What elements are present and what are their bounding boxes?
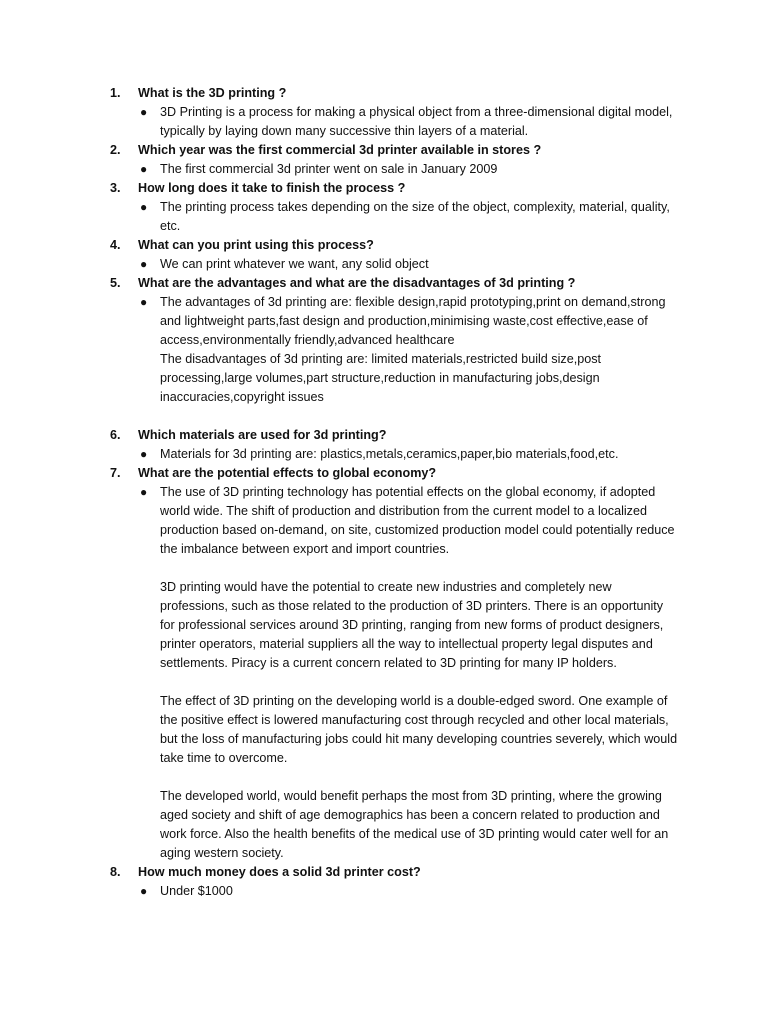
question-number: 4. (110, 238, 121, 252)
question-row (110, 863, 680, 882)
bullet-icon: ● (140, 200, 148, 214)
answer-paragraph: The developed world, would benefit perhaps the most from 3D printing, where the growing aged society and shift of age demographics has been a concern related to production and work force. Also the health benefits of the medical use of 3D printing would cater well for an aging western society. (160, 789, 669, 860)
qa-item-3 (110, 179, 680, 236)
qa-item-6 (110, 426, 680, 464)
question-row (110, 426, 680, 445)
answer-paragraph-disadvantages: The disadvantages of 3d printing are: limited materials,restricted build size,post processing,large volumes,part structure,reduction in manufacturing jobs,design inaccuracies,copyright issues (160, 352, 602, 404)
question-row (110, 274, 680, 293)
qa-item-5 (110, 274, 680, 426)
answer-paragraph: We can print whatever we want, any solid object (160, 257, 429, 271)
question-text: Which year was the first commercial 3d printer available in stores ? (138, 143, 542, 157)
answer-row (110, 882, 680, 901)
qa-item-8 (110, 863, 680, 901)
question-row (110, 464, 680, 483)
question-number: 3. (110, 181, 121, 195)
answer-paragraph: The effect of 3D printing on the developing world is a double-edged sword. One example of the positive effect is lowered manufacturing cost through recycled and other local materials, but the loss of manufacturing jobs could hit many developing countries severely, which would take time to overcome. (160, 694, 678, 765)
answer-paragraph: Under $1000 (160, 884, 233, 898)
qa-list (110, 84, 680, 901)
answer-row (110, 160, 680, 179)
qa-item-7 (110, 464, 680, 863)
question-number: 6. (110, 428, 121, 442)
question-text: How much money does a solid 3d printer cost? (138, 865, 421, 879)
question-text: What are the potential effects to global economy? (138, 466, 437, 480)
question-text: What can you print using this process? (138, 238, 374, 252)
answer-paragraph: The printing process takes depending on the size of the object, complexity, material, quality, etc. (160, 200, 670, 233)
bullet-icon: ● (140, 447, 148, 461)
answer-paragraph: 3D Printing is a process for making a physical object from a three-dimensional digital model, typically by laying down many successive thin layers of a material. (160, 105, 673, 138)
answer-paragraph-advantages: The advantages of 3d printing are: flexible design,rapid prototyping,print on demand,strong and lightweight parts,fast design and production,minimising waste,cost effective,ease of access,environmentally friendly,advanced healthcare (160, 295, 666, 347)
question-number: 8. (110, 865, 121, 879)
answer-row (110, 255, 680, 274)
answer-row (110, 103, 680, 141)
question-row (110, 84, 680, 103)
question-row (110, 179, 680, 198)
question-row (110, 236, 680, 255)
answer-row (110, 293, 680, 407)
answer-row (110, 483, 680, 863)
question-text: What is the 3D printing ? (138, 86, 287, 100)
bullet-icon: ● (140, 257, 148, 271)
answer-row (110, 198, 680, 236)
answer-paragraph: The use of 3D printing technology has potential effects on the global economy, if adopted world wide. The shift of production and distribution from the current model to a localized production based on-demand, on site, customized production model could potentially reduce the imbalance between export and import countries. (160, 485, 675, 556)
question-number: 2. (110, 143, 121, 157)
answer-row (110, 445, 680, 464)
qa-item-2 (110, 141, 680, 179)
question-text: Which materials are used for 3d printing? (138, 428, 387, 442)
question-number: 5. (110, 276, 121, 290)
qa-item-1 (110, 84, 680, 141)
answer-paragraph: Materials for 3d printing are: plastics,metals,ceramics,paper,bio materials,food,etc. (160, 447, 619, 461)
bullet-icon: ● (140, 485, 148, 499)
question-text: How long does it take to finish the process ? (138, 181, 406, 195)
question-number: 7. (110, 466, 121, 480)
answer-paragraph: 3D printing would have the potential to create new industries and completely new professions, such as those related to the production of 3D printers. There is an opportunity for professional services around 3D printing, ranging from new forms of product designers, printer operators, material suppliers all the way to intellectual property legal disputes and settlements. Piracy is a current concern related to 3D printing for many IP holders. (160, 580, 664, 670)
bullet-icon: ● (140, 295, 148, 309)
question-number: 1. (110, 86, 121, 100)
answer-paragraph: The first commercial 3d printer went on sale in January 2009 (160, 162, 498, 176)
bullet-icon: ● (140, 884, 148, 898)
bullet-icon: ● (140, 162, 148, 176)
qa-item-4 (110, 236, 680, 274)
question-row (110, 141, 680, 160)
blank-line (110, 407, 680, 426)
question-text: What are the advantages and what are the disadvantages of 3d printing ? (138, 276, 576, 290)
bullet-icon: ● (140, 105, 148, 119)
